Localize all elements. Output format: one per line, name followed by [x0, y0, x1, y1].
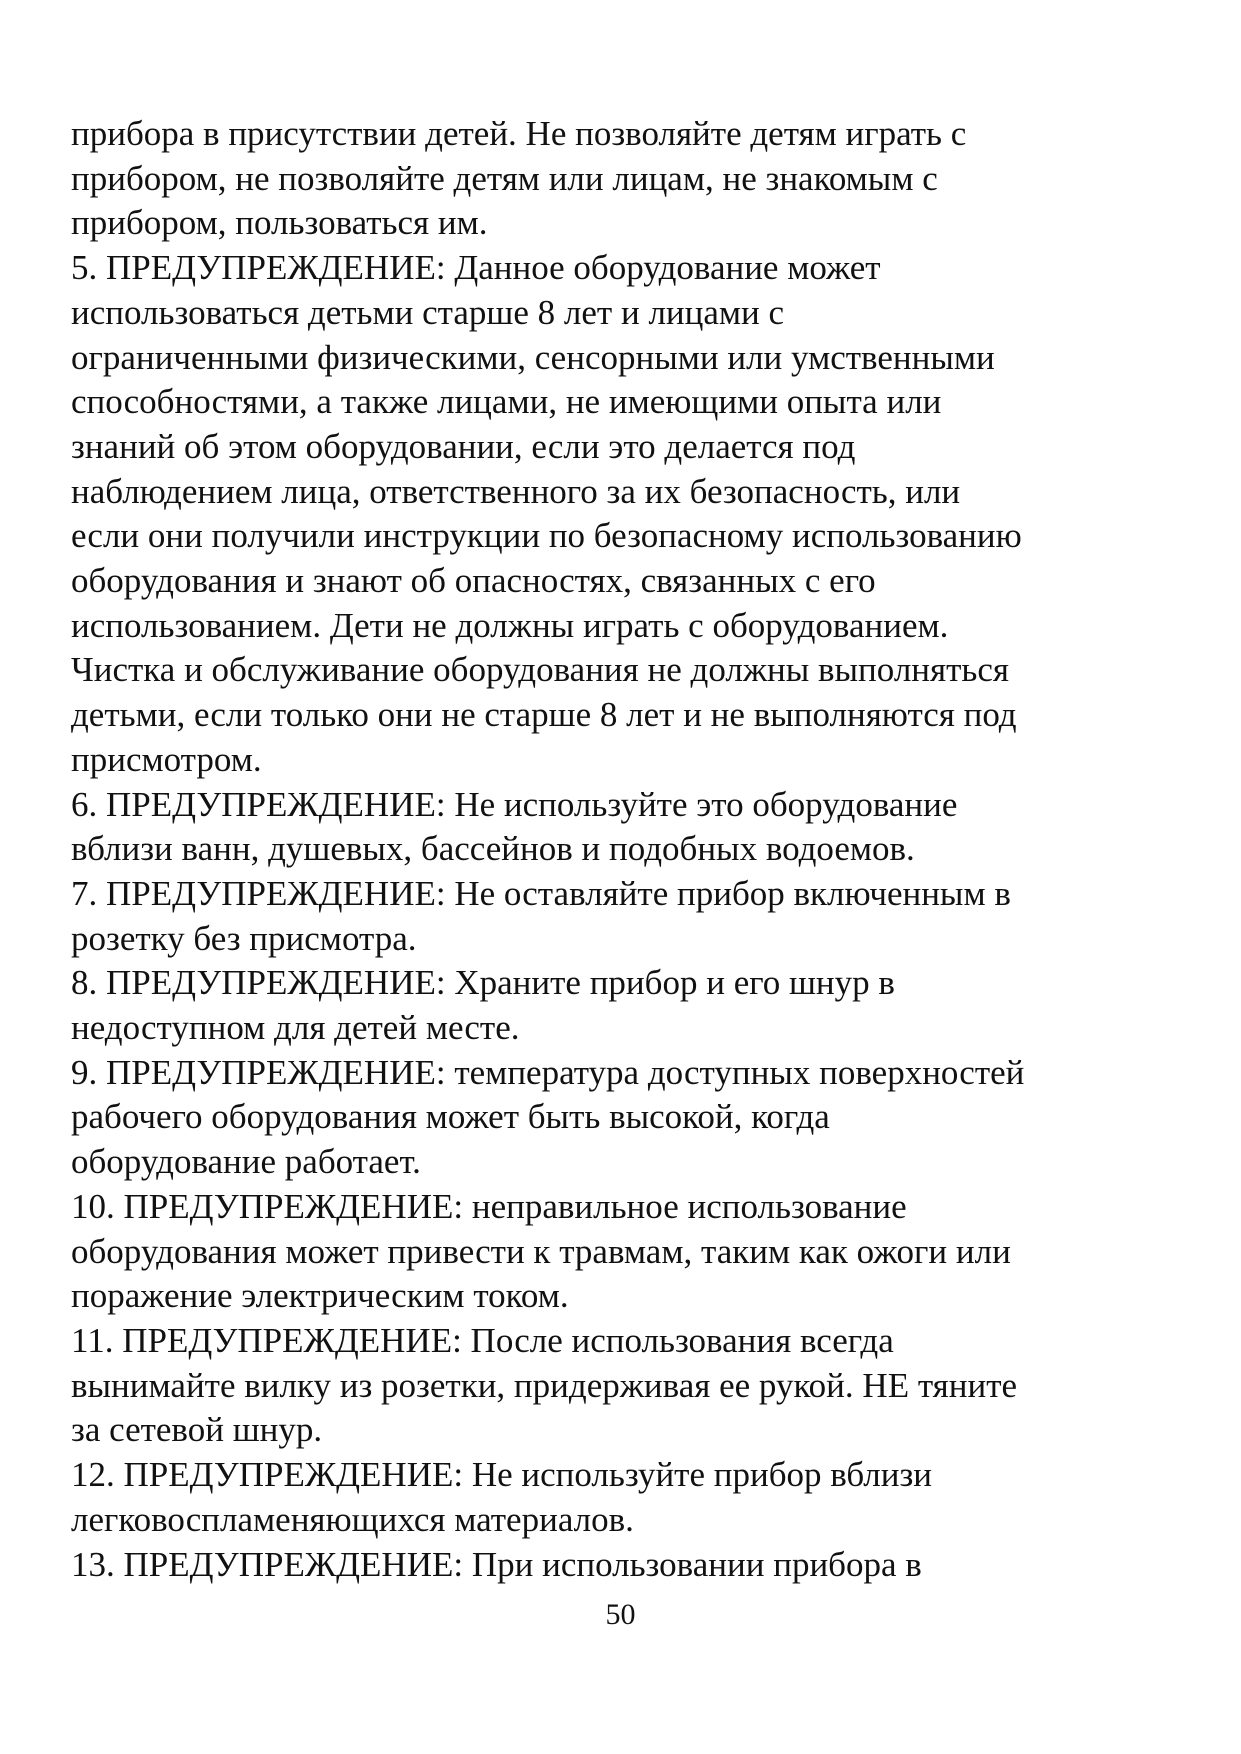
text-line: оборудование работает.: [71, 1142, 421, 1182]
text-line: способностями, а также лицами, не имеющими опыта или: [71, 382, 942, 422]
warning-11-line: 11. ПРЕДУПРЕЖДЕНИЕ: После использования всегда: [71, 1320, 894, 1360]
text-line: легковоспламеняющихся материалов.: [71, 1499, 634, 1539]
text-line: прибором, пользоваться им.: [71, 203, 488, 243]
text-line: использованием. Дети не должны играть с оборудованием.: [71, 605, 949, 645]
warning-13-line: 13. ПРЕДУПРЕЖДЕНИЕ: При использовании прибора в: [71, 1544, 922, 1584]
warning-7-line: 7. ПРЕДУПРЕЖДЕНИЕ: Не оставляйте прибор включенным в: [71, 873, 1011, 913]
instruction-text: [71, 112, 1181, 1587]
warning-6-line: 6. ПРЕДУПРЕЖДЕНИЕ: Не используйте это оборудование: [71, 784, 958, 824]
warning-5-line: 5. ПРЕДУПРЕЖДЕНИЕ: Данное оборудование может: [71, 248, 881, 288]
warning-8-line: 8. ПРЕДУПРЕЖДЕНИЕ: Храните прибор и его шнур в: [71, 963, 895, 1003]
warning-12-line: 12. ПРЕДУПРЕЖДЕНИЕ: Не используйте прибор вблизи: [71, 1455, 933, 1495]
text-line: недоступном для детей месте.: [71, 1008, 520, 1048]
text-line: знаний об этом оборудовании, если это делается под: [71, 426, 856, 466]
text-line: рабочего оборудования может быть высокой, когда: [71, 1097, 830, 1137]
text-line: вынимайте вилку из розетки, придерживая ее рукой. НЕ тяните: [71, 1365, 1018, 1405]
text-line: наблюдением лица, ответственного за их безопасность, или: [71, 471, 961, 511]
text-line: Чистка и обслуживание оборудования не должны выполняться: [71, 650, 1010, 690]
text-line: ограниченными физическими, сенсорными или умственными: [71, 337, 995, 377]
text-line: прибора в присутствии детей. Не позволяйте детям играть с: [71, 114, 967, 153]
text-line: вблизи ванн, душевых, бассейнов и подобных водоемов.: [71, 829, 915, 869]
text-line: использоваться детьми старше 8 лет и лицами с: [71, 292, 785, 332]
text-line: присмотром.: [71, 739, 262, 779]
text-line: за сетевой шнур.: [71, 1410, 323, 1450]
text-line: розетку без присмотра.: [71, 918, 417, 958]
text-line: оборудования и знают об опасностях, связанных с его: [71, 561, 876, 601]
text-line: поражение электрическим током.: [71, 1276, 569, 1316]
text-line: оборудования может привести к травмам, таким как ожоги или: [71, 1231, 1011, 1271]
text-line: если они получили инструкции по безопасному использованию: [71, 516, 1022, 556]
warning-9-line: 9. ПРЕДУПРЕЖДЕНИЕ: температура доступных поверхностей: [71, 1052, 1025, 1092]
text-line: детьми, если только они не старше 8 лет и не выполняются под: [71, 695, 1017, 735]
page-number: 50: [605, 1598, 636, 1631]
warning-10-line: 10. ПРЕДУПРЕЖДЕНИЕ: неправильное использование: [71, 1186, 907, 1226]
text-line: прибором, не позволяйте детям или лицам, не знакомым с: [71, 158, 938, 198]
